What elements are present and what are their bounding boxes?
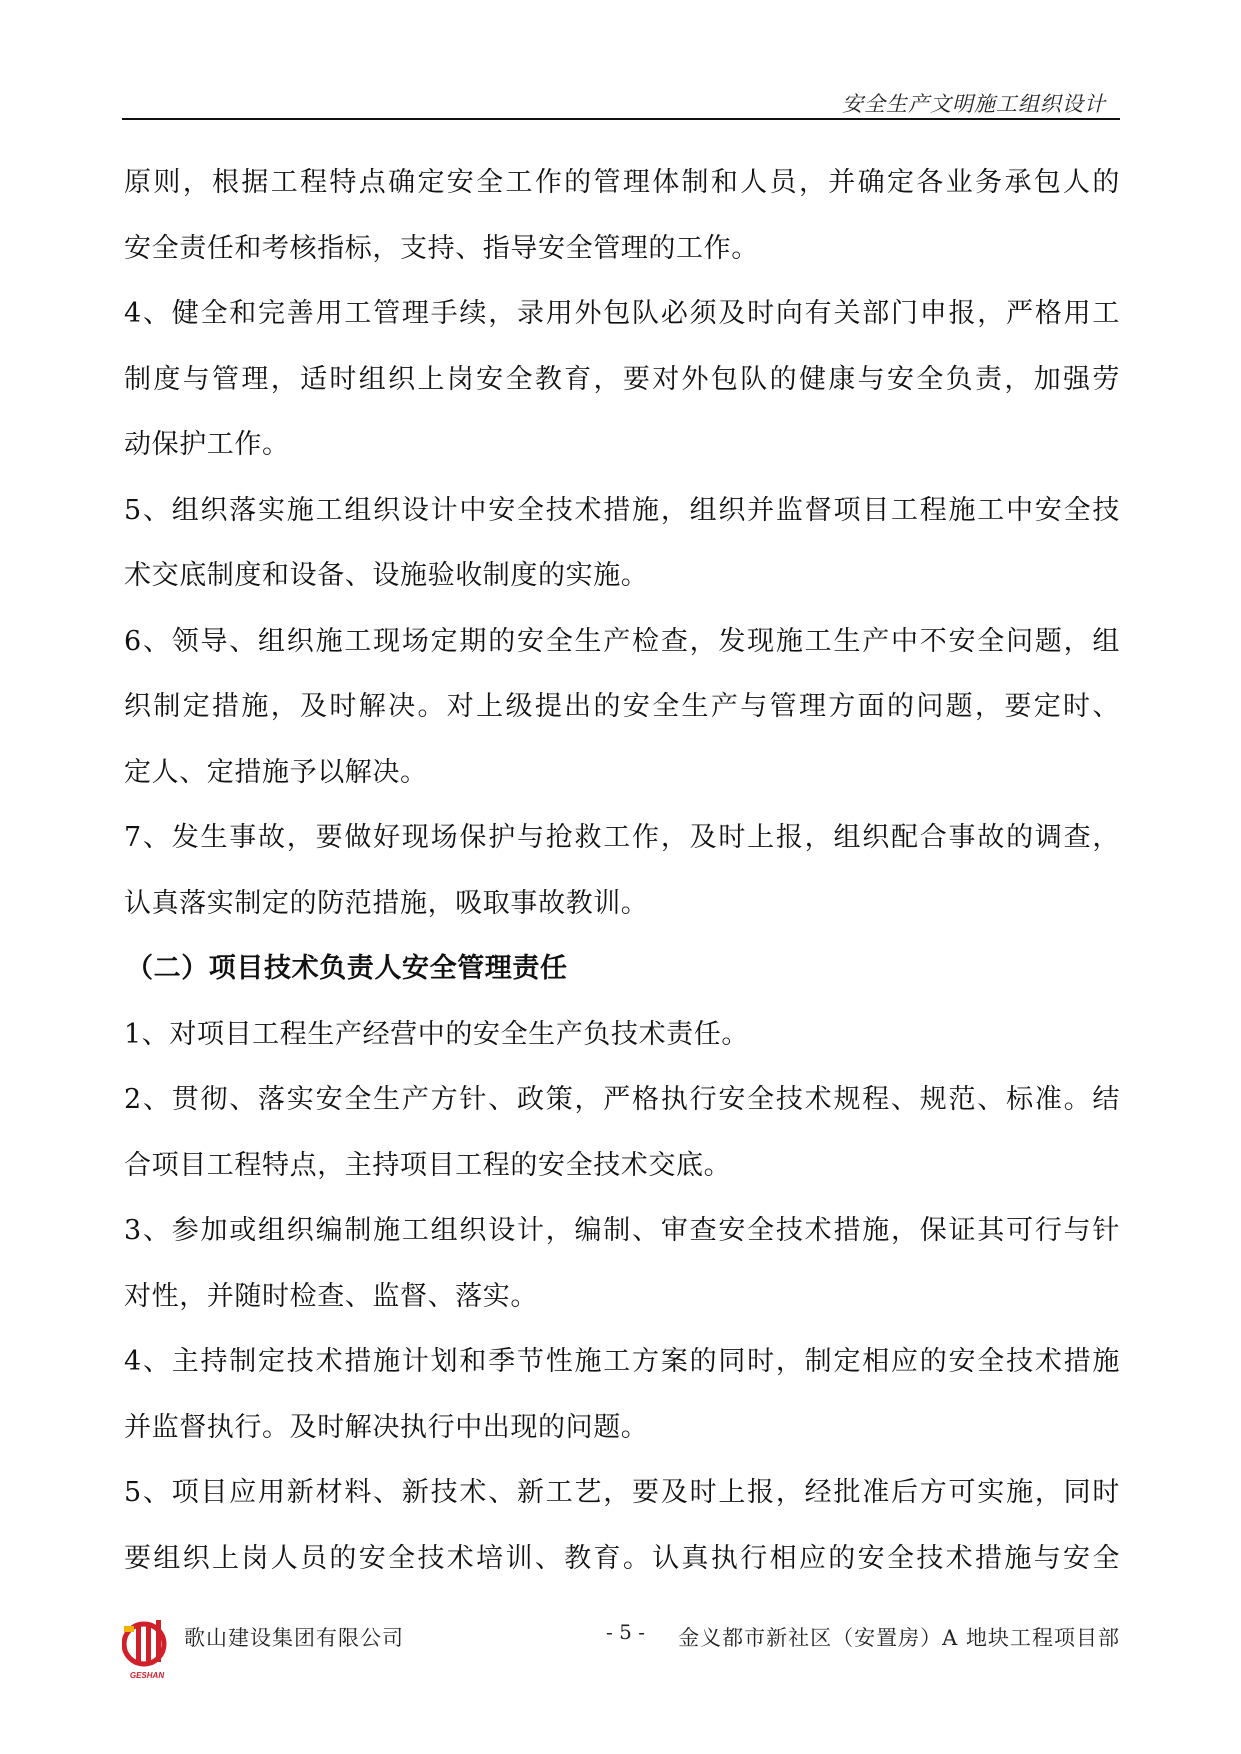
- page-footer: [122, 1612, 1120, 1682]
- body-text-line: 合项目工程特点，主持项目工程的安全技术交底。: [124, 1149, 732, 1181]
- body-text-line: 定人、定措施予以解决。: [124, 756, 428, 788]
- page-header: [122, 80, 1120, 120]
- svg-text:GESHAN: GESHAN: [129, 1671, 165, 1680]
- body-text-line: 要组织上岗人员的安全技术培训、教育。认真执行相应的安全技术措施与安全: [124, 1542, 1120, 1574]
- body-text-line: 4、主持制定技术措施计划和季节性施工方案的同时，制定相应的安全技术措施: [124, 1346, 1120, 1377]
- body-text-line: 3、参加或组织编制施工组织设计，编制、审查安全技术措施，保证其可行与针: [124, 1215, 1120, 1246]
- body-text-line: 7、发生事故，要做好现场保护与抢救工作，及时上报，组织配合事故的调查，: [124, 822, 1120, 853]
- header-rule: [122, 118, 1120, 120]
- body-text-line: 织制定措施，及时解决。对上级提出的安全生产与管理方面的问题，要定时、: [124, 691, 1120, 722]
- body-text-line: 并监督执行。及时解决执行中出现的问题。: [124, 1411, 649, 1443]
- body-text-line: 对性，并随时检查、监督、落实。: [124, 1280, 538, 1312]
- body-text-line: 4、健全和完善用工管理手续，录用外包队必须及时向有关部门申报，严格用工: [124, 298, 1120, 329]
- body-text-line: 5、组织落实施工组织设计中安全技术措施，组织并监督项目工程施工中安全技: [124, 494, 1120, 526]
- body-text-line: 动保护工作。: [124, 429, 290, 460]
- project-name: 金义都市新社区（安置房）A 地块工程项目部: [678, 1626, 1120, 1650]
- document-body: [124, 150, 1120, 1591]
- body-text-line: 术交底制度和设备、设施验收制度的实施。: [124, 560, 649, 591]
- body-text-line: 认真落实制定的防范措施，吸取事故教训。: [124, 887, 649, 919]
- company-logo-icon: [122, 1616, 172, 1680]
- body-text-line: 5、项目应用新材料、新技术、新工艺，要及时上报，经批准后方可实施，同时: [124, 1477, 1120, 1508]
- body-text-line: 2、贯彻、落实安全生产方针、政策，严格执行安全技术规程、规范、标准。结: [124, 1084, 1120, 1115]
- body-text-line: 制度与管理，适时组织上岗安全教育，要对外包队的健康与安全负责，加强劳: [124, 363, 1120, 395]
- page-number: - 5 -: [606, 1620, 645, 1644]
- header-title: 安全生产文明施工组织设计: [842, 92, 1106, 116]
- company-name: 歌山建设集团有限公司: [184, 1626, 404, 1650]
- section-heading: （二）项目技术负责人安全管理责任: [126, 953, 568, 984]
- body-text-line: 6、领导、组织施工现场定期的安全生产检查，发现施工生产中不安全问题，组: [124, 625, 1120, 657]
- body-text-line: 1、对项目工程生产经营中的安全生产负技术责任。: [124, 1018, 749, 1050]
- body-text-line: 安全责任和考核指标，支持、指导安全管理的工作。: [124, 232, 759, 264]
- body-text-line: 原则，根据工程特点确定安全工作的管理体制和人员，并确定各业务承包人的: [124, 167, 1120, 198]
